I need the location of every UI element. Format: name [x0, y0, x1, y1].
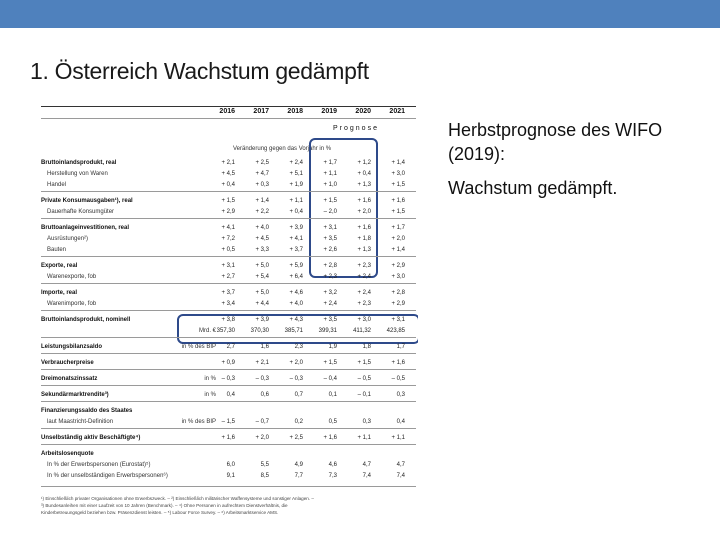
table-cell: + 2,0	[357, 209, 371, 215]
table-row	[41, 196, 416, 206]
table-cell: + 5,4	[255, 274, 269, 280]
table-cell: + 2,5	[289, 435, 303, 441]
table-cell: 423,85	[386, 328, 405, 334]
table-cell: – 0,3	[221, 376, 235, 382]
top-accent-bar	[0, 0, 720, 28]
table-cell: – 0,3	[289, 376, 303, 382]
table-cell: 385,71	[284, 328, 303, 334]
table-cell: + 1,6	[323, 435, 337, 441]
table-cell: + 5,0	[255, 263, 269, 269]
table-cell: + 3,9	[289, 225, 303, 231]
table-cell: + 2,0	[255, 435, 269, 441]
table-cell: + 4,7	[255, 171, 269, 177]
year-header: 2017	[253, 108, 269, 115]
table-cell: + 1,5	[323, 360, 337, 366]
table-cell: + 1,0	[323, 182, 337, 188]
prognose-label: Prognose	[333, 125, 379, 132]
table-cell: + 4,6	[289, 290, 303, 296]
table-cell: + 1,1	[289, 198, 303, 204]
table-cell: – 0,4	[323, 376, 337, 382]
row-label: In % der unselbständigen Erwerbspersonen⁶)	[47, 473, 168, 479]
table-cell: + 1,9	[289, 182, 303, 188]
table-row	[41, 342, 416, 352]
table-cell: + 3,9	[255, 317, 269, 323]
table-cell: + 1,5	[357, 360, 371, 366]
table-cell: + 2,3	[323, 274, 337, 280]
row-label: Herstellung von Waren	[47, 171, 108, 177]
table-cell: 1,8	[362, 344, 371, 350]
table-cell: 4,9	[294, 462, 303, 468]
table-cell: + 5,0	[255, 290, 269, 296]
row-label: Finanzierungssaldo des Staates	[41, 408, 133, 414]
table-divider	[41, 191, 416, 192]
footnote: Kinderbetreuungsgeld beziehen bzw. Präsenzdienst leisten. – ⁵) Labour Force Survey. – ⁶) Arbeitsmarktservice AMS.	[41, 510, 279, 515]
slide-title: 1. Österreich Wachstum gedämpft	[30, 58, 369, 84]
table-cell: + 0,4	[221, 182, 235, 188]
table-cell: 9,1	[226, 473, 235, 479]
table-cell: + 4,4	[255, 301, 269, 307]
table-cell: + 2,8	[391, 290, 405, 296]
table-cell: + 0,3	[255, 182, 269, 188]
table-cell: 7,4	[362, 473, 371, 479]
table-row	[41, 460, 416, 470]
table-divider	[41, 118, 416, 119]
row-unit: in %	[204, 392, 216, 398]
table-row	[41, 417, 416, 427]
row-label: Bruttoinlandsprodukt, nominell	[41, 317, 131, 323]
table-cell: + 1,6	[391, 198, 405, 204]
table-cell: + 1,6	[357, 225, 371, 231]
table-row	[41, 169, 416, 179]
table-subtitle: Veränderung gegen das Vorjahr in %	[233, 146, 332, 152]
table-cell: + 4,5	[255, 236, 269, 242]
table-cell: 0,3	[396, 392, 405, 398]
table-cell: + 0,4	[289, 209, 303, 215]
side-text-line-2: Wachstum gedämpft.	[448, 178, 618, 198]
table-cell: + 4,0	[255, 225, 269, 231]
table-cell: + 0,9	[221, 360, 235, 366]
table-cell: 8,5	[260, 473, 269, 479]
table-cell: + 2,2	[255, 209, 269, 215]
table-cell: + 2,0	[391, 236, 405, 242]
table-cell: 7,3	[328, 473, 337, 479]
table-cell: + 2,7	[221, 274, 235, 280]
table-cell: + 5,9	[289, 263, 303, 269]
table-cell: 0,6	[260, 392, 269, 398]
table-cell: – 1,5	[221, 419, 235, 425]
row-label: Dauerhafte Konsumgüter	[47, 209, 115, 215]
table-divider	[41, 428, 416, 429]
row-unit: in %	[204, 376, 216, 382]
table-divider	[41, 353, 416, 354]
table-cell: + 4,5	[221, 171, 235, 177]
table-cell: + 1,4	[391, 247, 405, 253]
table-cell: + 1,6	[221, 435, 235, 441]
row-label: Bruttoanlageinvestitionen, real	[41, 225, 130, 231]
row-label: In % der Erwerbspersonen (Eurostat)⁵)	[47, 462, 151, 468]
table-cell: + 1,1	[357, 435, 371, 441]
table-divider	[41, 106, 416, 107]
table-cell: + 0,5	[221, 247, 235, 253]
table-cell: + 5,1	[289, 171, 303, 177]
table-row	[41, 326, 416, 336]
table-cell: + 1,3	[357, 247, 371, 253]
forecast-table	[33, 98, 418, 538]
row-label: Leistungsbilanzsaldo	[41, 344, 103, 350]
table-cell: + 3,5	[323, 317, 337, 323]
table-row	[41, 272, 416, 282]
row-label: Arbeitslosenquote	[41, 451, 94, 457]
table-cell: + 3,2	[323, 290, 337, 296]
table-cell: + 3,7	[289, 247, 303, 253]
table-divider	[41, 218, 416, 219]
table-cell: + 1,6	[357, 198, 371, 204]
table-divider	[41, 401, 416, 402]
table-cell: + 3,0	[391, 274, 405, 280]
row-label: Warenexporte, fob	[47, 274, 97, 280]
table-cell: 0,1	[328, 392, 337, 398]
table-cell: 4,7	[362, 462, 371, 468]
table-divider	[41, 283, 416, 284]
table-cell: – 0,5	[391, 376, 405, 382]
table-cell: + 2,8	[323, 263, 337, 269]
table-cell: + 3,7	[221, 290, 235, 296]
year-header: 2021	[389, 108, 405, 115]
row-label: Importe, real	[41, 290, 78, 296]
table-cell: + 3,8	[221, 317, 235, 323]
table-divider	[41, 486, 416, 487]
row-label: Bruttoinlandsprodukt, real	[41, 160, 117, 166]
table-cell: – 2,0	[323, 209, 337, 215]
table-divider	[41, 385, 416, 386]
table-cell: + 3,0	[391, 171, 405, 177]
table-cell: + 3,4	[221, 301, 235, 307]
table-cell: + 2,6	[323, 247, 337, 253]
table-row	[41, 471, 416, 481]
table-row	[41, 449, 416, 459]
table-cell: 0,7	[294, 392, 303, 398]
table-cell: + 1,4	[391, 160, 405, 166]
table-cell: 6,0	[226, 462, 235, 468]
table-cell: 4,7	[396, 462, 405, 468]
table-cell: + 3,1	[391, 317, 405, 323]
table-row	[41, 245, 416, 255]
table-cell: + 1,5	[391, 182, 405, 188]
table-cell: + 1,5	[391, 209, 405, 215]
table-cell: + 2,3	[357, 263, 371, 269]
table-cell: 370,30	[250, 328, 269, 334]
table-cell: + 2,1	[255, 360, 269, 366]
row-label: Dreimonatszinssatz	[41, 376, 98, 382]
table-cell: + 1,7	[391, 225, 405, 231]
row-unit: Mrd. €	[198, 328, 216, 334]
table-row	[41, 180, 416, 190]
table-cell: + 1,4	[255, 198, 269, 204]
row-unit: in % des BIP	[181, 344, 216, 350]
table-cell: 0,4	[396, 419, 405, 425]
row-label: Sekundärmarktrendite³)	[41, 392, 109, 398]
year-header: 2019	[321, 108, 337, 115]
table-divider	[41, 444, 416, 445]
table-row	[41, 223, 416, 233]
table-cell: 411,32	[353, 328, 371, 334]
table-cell: + 6,4	[289, 274, 303, 280]
table-row	[41, 207, 416, 217]
table-cell: + 1,2	[357, 160, 371, 166]
table-cell: 5,5	[260, 462, 269, 468]
table-cell: 399,31	[318, 328, 337, 334]
table-cell: + 4,1	[289, 236, 303, 242]
row-label: Private Konsumausgaben¹), real	[41, 198, 133, 204]
row-label: Verbraucherpreise	[41, 360, 94, 366]
table-cell: 1,9	[328, 344, 337, 350]
table-cell: 1,6	[260, 344, 269, 350]
table-row	[41, 358, 416, 368]
table-cell: 0,5	[328, 419, 337, 425]
year-header: 2020	[355, 108, 371, 115]
table-cell: + 2,4	[323, 301, 337, 307]
table-cell: + 2,4	[289, 160, 303, 166]
table-row	[41, 299, 416, 309]
table-cell: + 1,3	[357, 182, 371, 188]
table-cell: + 3,5	[323, 236, 337, 242]
table-row	[41, 374, 416, 384]
table-divider	[41, 337, 416, 338]
table-cell: + 4,1	[221, 225, 235, 231]
table-cell: + 2,4	[357, 274, 371, 280]
table-cell: – 0,7	[255, 419, 269, 425]
table-row	[41, 234, 416, 244]
table-cell: – 0,5	[357, 376, 371, 382]
table-cell: + 2,4	[357, 290, 371, 296]
side-text-line-1: Herbstprognose des WIFO (2019):	[448, 120, 663, 164]
table-cell: – 0,3	[255, 376, 269, 382]
side-text	[448, 118, 703, 200]
table-divider	[41, 369, 416, 370]
table-cell: + 4,3	[289, 317, 303, 323]
table-row	[41, 390, 416, 400]
table-cell: + 1,6	[391, 360, 405, 366]
table-divider	[41, 310, 416, 311]
table-cell: + 2,9	[221, 209, 235, 215]
table-cell: + 2,9	[391, 263, 405, 269]
row-label: Ausrüstungen²)	[47, 236, 89, 242]
row-label: Handel	[47, 182, 67, 188]
row-label: Unselbständig aktiv Beschäftigte⁴)	[41, 435, 141, 441]
table-cell: + 3,3	[255, 247, 269, 253]
table-cell: 0,3	[362, 419, 371, 425]
table-cell: 2,7	[226, 344, 235, 350]
table-cell: 4,6	[328, 462, 337, 468]
table-cell: + 1,1	[391, 435, 405, 441]
table-cell: + 2,1	[221, 160, 235, 166]
table-cell: 1,7	[396, 344, 405, 350]
table-cell: + 4,0	[289, 301, 303, 307]
row-unit: in % des BIP	[181, 419, 216, 425]
table-cell: + 1,8	[357, 236, 371, 242]
row-label: Bauten	[47, 247, 67, 253]
footnote: ³) Bundesanleihen mit einer Laufzeit von 10 Jahren (Benchmark). – ⁴) Ohne Personen in aufrechtem Dienstverhältnis, die	[41, 503, 288, 508]
table-cell: + 1,7	[323, 160, 337, 166]
table-cell: 7,4	[396, 473, 405, 479]
year-header: 2018	[287, 108, 303, 115]
table-cell: + 3,0	[357, 317, 371, 323]
table-cell: + 1,1	[323, 171, 337, 177]
table-row	[41, 261, 416, 271]
footnote: ¹) Einschließlich privater Organisationen ohne Erwerbszweck. – ²) Einschließlich militärischer Waffensysteme und sonstiger Anlagen. –	[41, 496, 314, 501]
table-row	[41, 406, 416, 416]
table-cell: + 1,5	[221, 198, 235, 204]
table-divider	[41, 256, 416, 257]
row-label: Exporte, real	[41, 263, 78, 269]
table-cell: + 3,1	[323, 225, 337, 231]
table-cell: 7,7	[294, 473, 303, 479]
table-cell: – 0,1	[357, 392, 371, 398]
table-cell: + 2,3	[357, 301, 371, 307]
row-label: Warenimporte, fob	[47, 301, 97, 307]
table-row	[41, 288, 416, 298]
table-cell: 2,3	[294, 344, 303, 350]
table-cell: 0,2	[294, 419, 303, 425]
table-cell: + 3,1	[221, 263, 235, 269]
year-header: 2016	[219, 108, 235, 115]
table-row	[41, 433, 416, 443]
table-cell: 0,4	[226, 392, 235, 398]
table-cell: 357,30	[216, 328, 235, 334]
table-cell: + 2,0	[289, 360, 303, 366]
table-row	[41, 315, 416, 325]
table-cell: + 0,4	[357, 171, 371, 177]
table-cell: + 7,2	[221, 236, 235, 242]
table-cell: + 2,9	[391, 301, 405, 307]
table-cell: + 2,5	[255, 160, 269, 166]
table-cell: + 1,5	[323, 198, 337, 204]
row-label: laut Maastricht-Definition	[47, 419, 114, 425]
table-row	[41, 158, 416, 168]
